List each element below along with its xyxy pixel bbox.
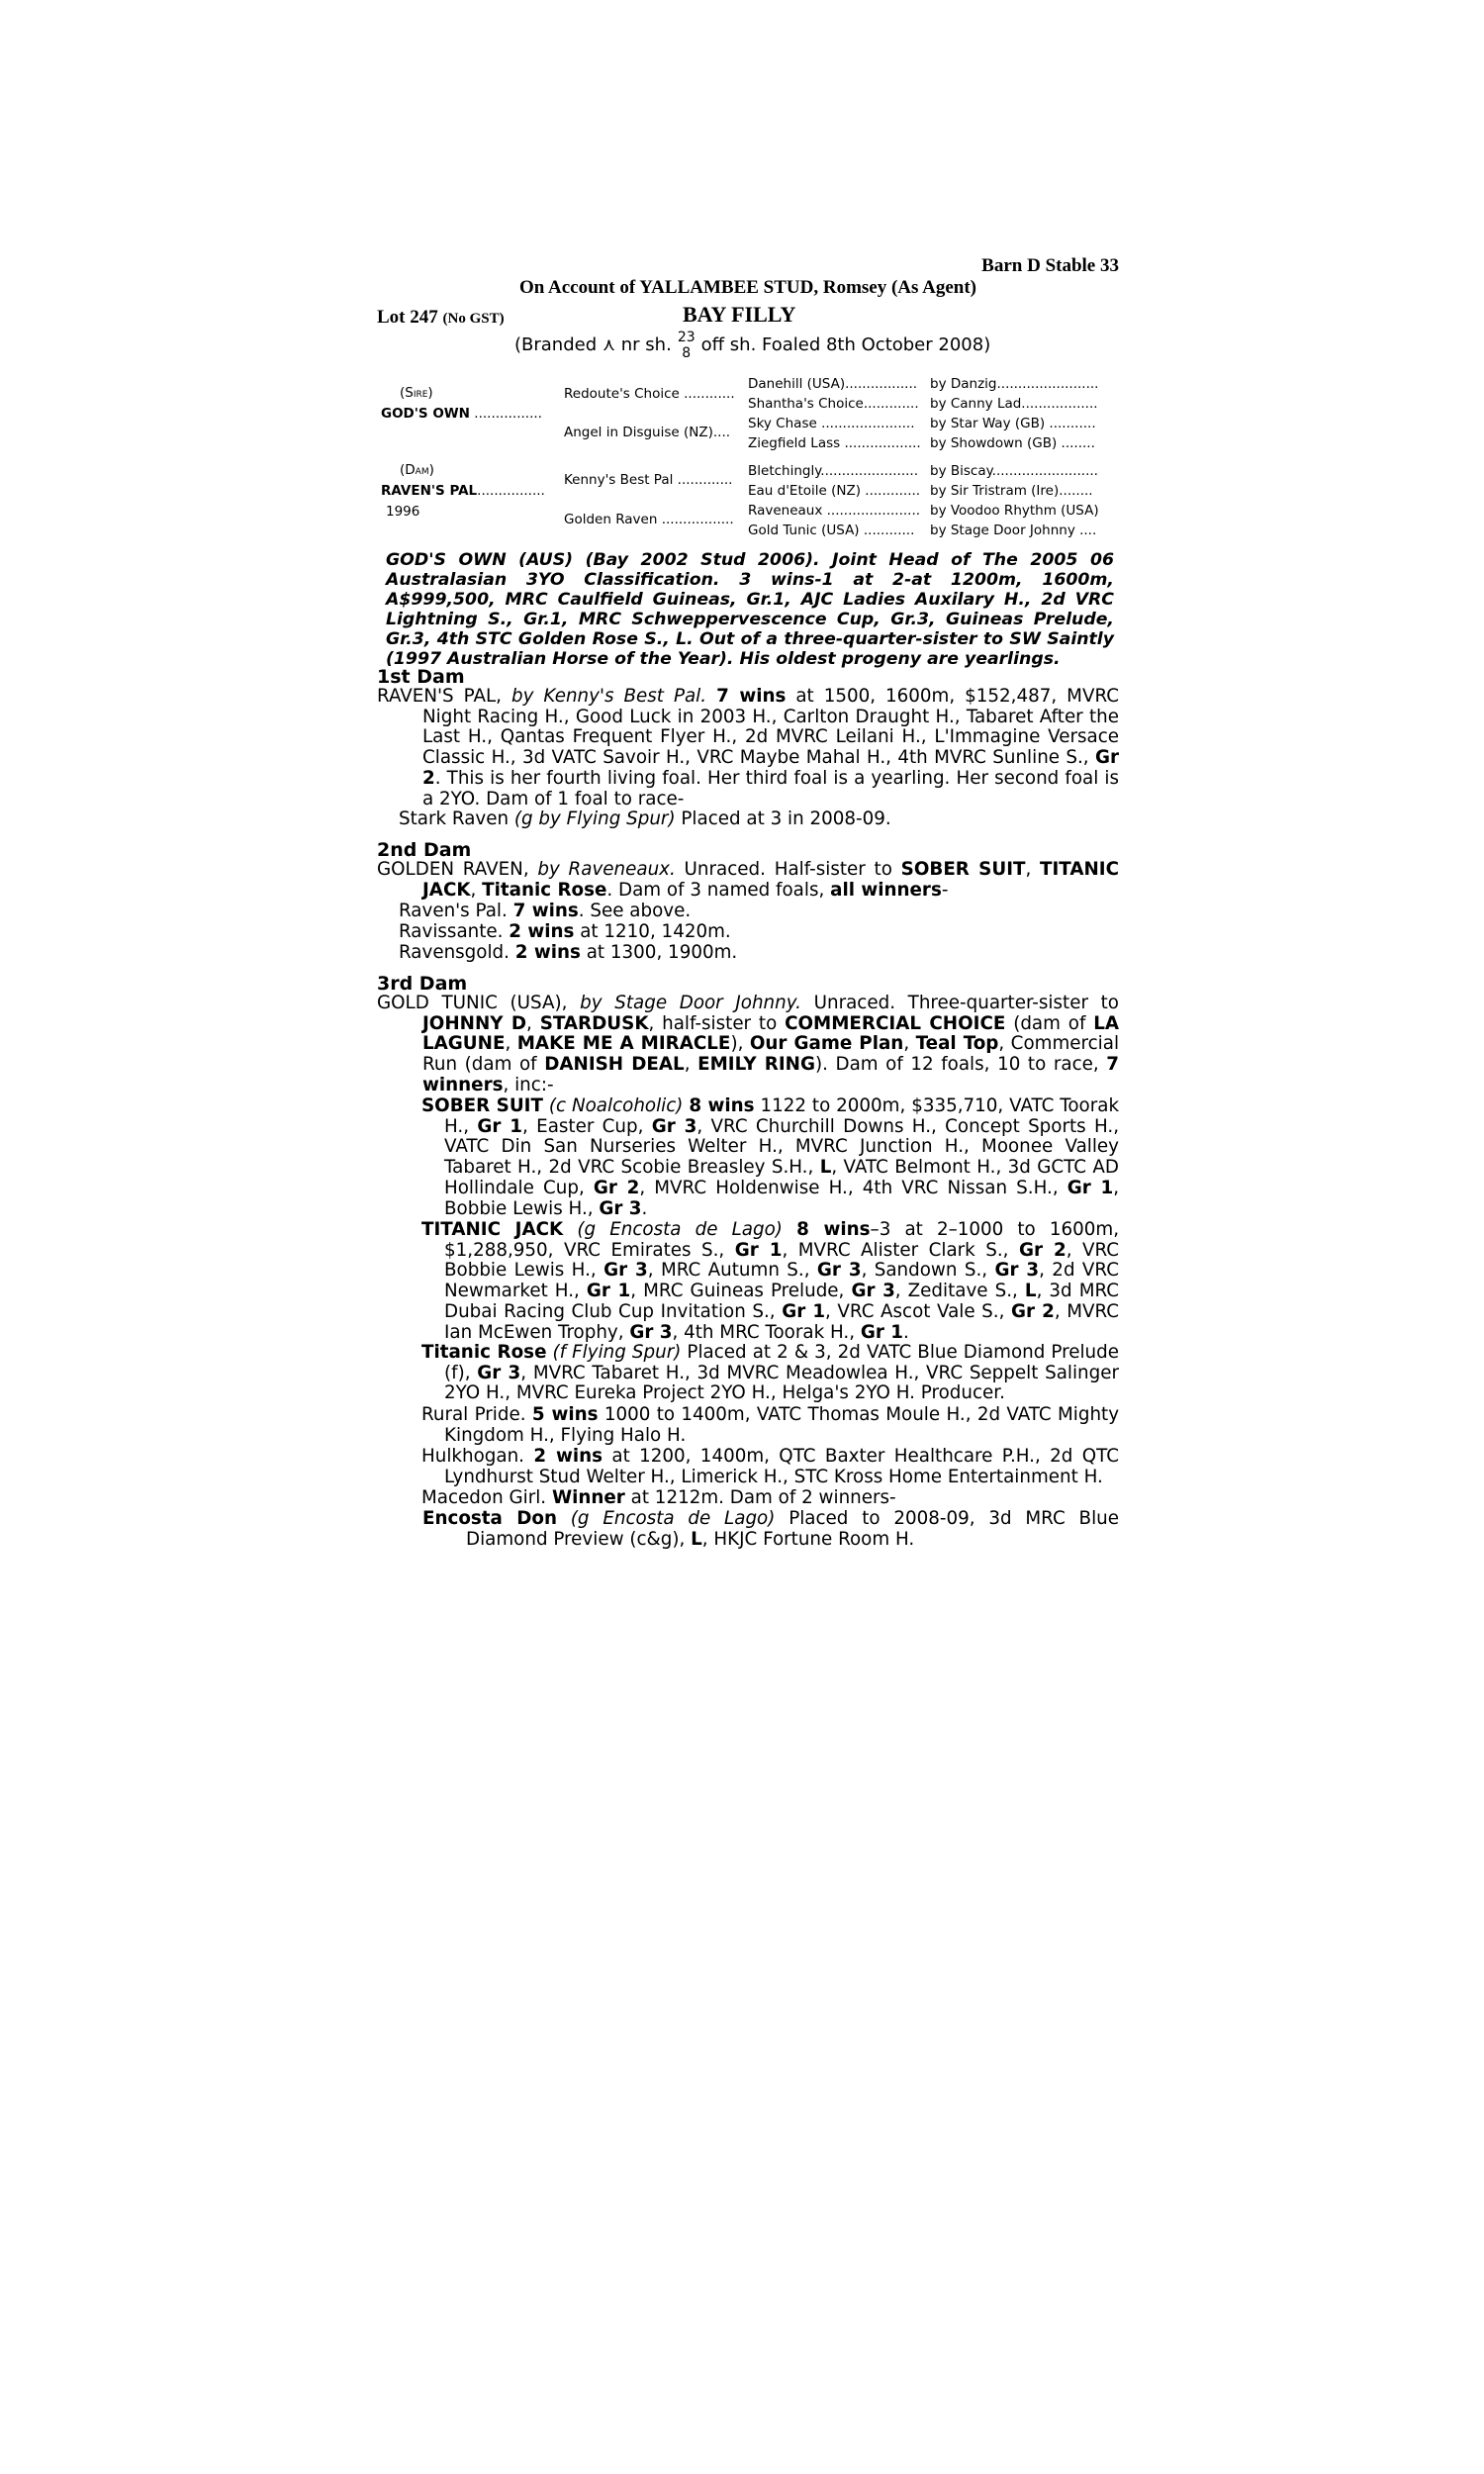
sire-label: (Sire) (400, 385, 433, 401)
second-dam-foal-1: Raven's Pal. 7 wins. See above. (399, 901, 692, 921)
dam-year: 1996 (386, 504, 420, 520)
pedigree-g2-4: Ziegfield Lass .................. (748, 435, 921, 451)
sire-name: GOD'S OWN ................ (381, 406, 542, 422)
pedigree-g3-4: by Showdown (GB) ........ (930, 435, 1095, 451)
first-dam-heading: 1st Dam (377, 666, 465, 688)
dam-label: (Dam) (400, 462, 434, 478)
first-dam-text: RAVEN'S PAL, by Kenny's Best Pal. 7 wins at 1500, 1600m, $152,487, MVRC Night Racing H., Good Luck in 2003 H., Carlton Draught H., Tabaret After the Last H., Qantas Frequent Flyer H., 2d MVRC Leilani H., L'Immagine Versace Classic H., 3d VATC Savoir H., VRC Maybe Mahal H., 4th MVRC Sunline S., Gr 2. This is her fourth living foal. Her third foal is a yearling. Her second foal is a 2YO. Dam of 1 foal to race- (377, 686, 1120, 809)
pedigree-g2-8: Gold Tunic (USA) ............ (748, 523, 915, 538)
brand-number-top: 23 (677, 330, 696, 345)
pedigree-g3-6: by Sir Tristram (Ire)........ (930, 483, 1093, 499)
pedigree-g2-1: Danehill (USA)................. (748, 376, 918, 392)
brand-pre: (Branded ⋏ nr sh. (514, 334, 672, 355)
hulkhogan-entry: Hulkhogan. 2 wins at 1200, 1400m, QTC Baxter Healthcare P.H., 2d QTC Lyndhurst Stud Welter H., Limerick H., STC Kross Home Entertainment H. (421, 1446, 1119, 1487)
first-dam-foal: Stark Raven (g by Flying Spur) Placed at 3 in 2008-09. (399, 809, 891, 829)
pedigree-g2-7: Raveneaux ...................... (748, 503, 921, 519)
pedigree-g1-2: Angel in Disguise (NZ).... (564, 425, 731, 440)
sire-summary: GOD'S OWN (AUS) (Bay 2002 Stud 2006). Joint Head of The 2005 06 Australasian 3YO Classification. 3 wins-1 at 2-at 1200m, 1600m, A$999,500, MRC Caulfield Guineas, Gr.1, AJC Ladies Auxilary H., 2d VRC Lightning S., Gr.1, MRC Schweppervescence Cup, Gr.3, Guineas Prelude, Gr.3, 4th STC Golden Rose S., L. Out of a three-quarter-sister to SW Saintly (1997 Australian Horse of the Year). His oldest progeny are yearlings. (386, 550, 1114, 669)
third-dam-text: GOLD TUNIC (USA), by Stage Door Johnny. Unraced. Three-quarter-sister to JOHNNY D, STARDUSK, half-sister to COMMERCIAL CHOICE (dam of LA LAGUNE, MAKE ME A MIRACLE), Our Game Plan, Teal Top, Commercial Run (dam of DANISH DEAL, EMILY RING). Dam of 12 foals, 10 to race, 7 winners, inc:- (377, 993, 1120, 1095)
macedon-girl-entry: Macedon Girl. Winner at 1212m. Dam of 2 winners- (421, 1487, 896, 1508)
pedigree-g1-3: Kenny's Best Pal ............. (564, 472, 733, 488)
second-dam-foal-3: Ravensgold. 2 wins at 1300, 1900m. (399, 942, 738, 963)
brand-post: off sh. Foaled 8th October 2008) (700, 334, 991, 355)
pedigree-g2-6: Eau d'Etoile (NZ) ............. (748, 483, 921, 499)
rural-pride-entry: Rural Pride. 5 wins 1000 to 1400m, VATC Thomas Moule H., 2d VATC Mighty Kingdom H., Flying Halo H. (421, 1404, 1120, 1446)
pedigree-g3-2: by Canny Lad.................. (930, 396, 1098, 412)
titanic-jack-entry: TITANIC JACK (g Encosta de Lago) 8 wins–3 at 2–1000 to 1600m, $1,288,950, VRC Emirates S., Gr 1, MVRC Alister Clark S., Gr 2, VRC Bobbie Lewis H., Gr 3, MRC Autumn S., Gr 3, Sandown S., Gr 3, 2d VRC Newmarket H., Gr 1, MRC Guineas Prelude, Gr 3, Zeditave S., L, 3d MRC Dubai Racing Club Cup Invitation S., Gr 1, VRC Ascot Vale S., Gr 2, MVRC Ian McEwen Trophy, Gr 3, 4th MRC Toorak H., Gr 1. (421, 1219, 1120, 1343)
brand-number-bottom: 8 (682, 345, 692, 361)
pedigree-g3-1: by Danzig........................ (930, 376, 1099, 392)
pedigree-g2-2: Shantha's Choice............. (748, 396, 919, 412)
barn-stable: Barn D Stable 33 (981, 255, 1119, 276)
lot-label: Lot 247 (377, 307, 438, 328)
pedigree-g3-8: by Stage Door Johnny .... (930, 523, 1097, 538)
encosta-don-entry: Encosta Don (g Encosta de Lago) Placed to 2008-09, 3d MRC Blue Diamond Preview (c&g), L, HKJC Fortune Room H. (422, 1508, 1119, 1550)
pedigree-g3-7: by Voodoo Rhythm (USA) (930, 503, 1099, 519)
titanic-rose-entry: Titanic Rose (f Flying Spur) Placed at 2 & 3, 2d VATC Blue Diamond Prelude (f), Gr 3, MVRC Tabaret H., 3d MVRC Meadowlea H., VRC Seppelt Salinger 2YO H., MVRC Eureka Project 2YO H., Helga's 2YO H. Producer. (421, 1342, 1120, 1404)
pedigree-g1-1: Redoute's Choice ............ (564, 386, 735, 402)
lot-number (377, 307, 505, 329)
vendor-line: On Account of YALLAMBEE STUD, Romsey (As Agent) (518, 277, 976, 298)
dam-name: RAVEN'S PAL................ (381, 483, 545, 499)
second-dam-text: GOLDEN RAVEN, by Raveneaux. Unraced. Half-sister to SOBER SUIT, TITANIC JACK, Titanic Rose. Dam of 3 named foals, all winners- (377, 859, 1120, 901)
second-dam-heading: 2nd Dam (377, 839, 472, 861)
pedigree-g3-3: by Star Way (GB) ........... (930, 416, 1096, 431)
brand-number (678, 330, 696, 361)
pedigree-g3-5: by Biscay......................... (930, 463, 1098, 479)
brand-line (514, 330, 990, 361)
third-dam-heading: 3rd Dam (377, 973, 468, 995)
pedigree-g1-4: Golden Raven ................. (564, 512, 734, 527)
horse-title: BAY FILLY (683, 302, 796, 327)
pedigree-g2-3: Sky Chase ...................... (748, 416, 915, 431)
second-dam-foal-2: Ravissante. 2 wins at 1210, 1420m. (399, 921, 731, 942)
pedigree-g2-5: Bletchingly....................... (748, 463, 918, 479)
gst-note: (No GST) (442, 311, 505, 327)
sober-suit-entry: SOBER SUIT (c Noalcoholic) 8 wins 1122 to 2000m, $335,710, VATC Toorak H., Gr 1, Easter Cup, Gr 3, VRC Churchill Downs H., Concept Sports H., VATC Din San Nurseries Welter H., MVRC Junction H., Moonee Valley Tabaret H., 2d VRC Scobie Breasley S.H., L, VATC Belmont H., 3d GCTC AD Hollindale Cup, Gr 2, MVRC Holdenwise H., 4th VRC Nissan S.H., Gr 1, Bobbie Lewis H., Gr 3. (421, 1095, 1120, 1219)
